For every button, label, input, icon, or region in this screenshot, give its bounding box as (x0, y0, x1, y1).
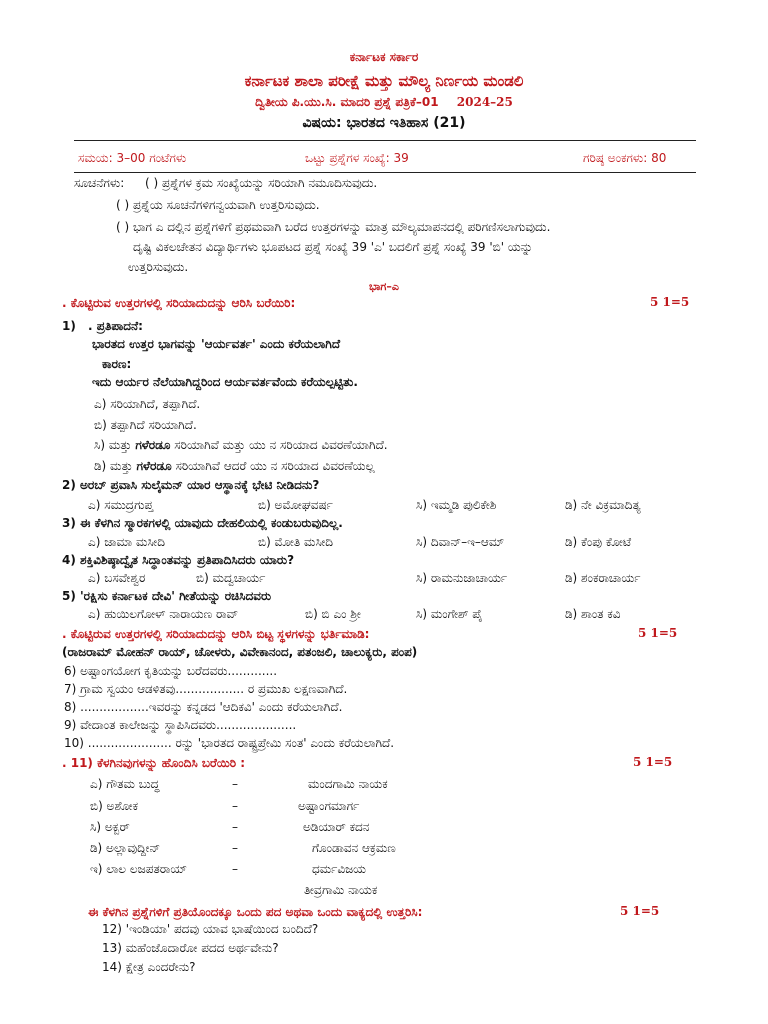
q5-option-a: ಎ) ಹುಯಿಲಗೋಳ್ ನಾರಾಯಣ ರಾವ್ (88, 607, 239, 621)
header-divider (74, 140, 696, 141)
match-right-3: ಅಡಿಯಾರ್ ಕದನ (303, 820, 370, 834)
match-left-e: ಇ) ಲಾಲ ಲಜಪತರಾಯ್ (90, 862, 188, 876)
match-dash: – (232, 862, 238, 876)
match-right-4: ಗೊಂಡಾವನ ಆಕ್ರಮಣ (312, 841, 396, 855)
q2-option-c: ಸಿ) ಇಮ್ಮಡಿ ಪುಲಿಕೇಶಿ (416, 498, 497, 512)
q1-option-a: ಎ) ಸರಿಯಾಗಿದೆ, ತಪ್ಪಾಗಿದೆ. (94, 397, 201, 411)
instruction-2: ( ) ಪ್ರಶ್ನೆಯ ಸೂಚನೆಗಳಿಗನ್ವಯವಾಗಿ ಉತ್ತರಿಸುವುದು. (116, 198, 320, 212)
q5-text: 5) 'ರಕ್ಷಿಸು ಕರ್ನಾಟಕ ದೇವಿ' ಗೀತೆಯನ್ನು ರಚಿಸಿದವರು (62, 589, 272, 603)
q3-option-d: ಡಿ) ಕೆಂಪು ಕೋಟೆ (565, 535, 632, 549)
section-1-marks: 5 1=5 (650, 295, 690, 309)
q1-option-b: ಬಿ) ತಪ್ಪಾಗಿದೆ ಸರಿಯಾಗಿದೆ. (94, 418, 197, 432)
q1-assertion-label: . ಪ್ರತಿಪಾದನೆ: (88, 319, 143, 333)
q8-text: 8) ..................ಇವರನ್ನು ಕನ್ನಡದ 'ಆದಿಕವಿ' ಎಂದು ಕರೆಯಲಾಗಿದೆ. (64, 700, 343, 714)
q13-text: 13) ಮಹೆಂಜೊದಾರೋ ಪದದ ಅರ್ಥವೇನು? (102, 941, 279, 955)
instruction-1: ( ) ಪ್ರಶ್ನೆಗಳ ಕ್ರಮ ಸಂಖ್ಯೆಯನ್ನು ಸರಿಯಾಗಿ ನಮೂದಿಸುವುದು. (145, 176, 378, 190)
q1-option-c-bold: ಗಳೆರಡೂ (135, 438, 171, 452)
q2-option-a: ಎ) ಸಮುದ್ರಗುಪ್ತ (88, 498, 154, 512)
match-right-1: ಮಂದಗಾಮಿ ನಾಯಕ (308, 777, 388, 791)
q3-option-b: ಬಿ) ಮೋತಿ ಮಸೀದಿ (258, 535, 334, 549)
q4-text: 4) ಶಕ್ತಿವಿಶಿಷ್ಠಾದ್ವೈತ ಸಿದ್ಧಾಂತವನ್ನು ಪ್ರತಿಪಾದಿಸಿದರು ಯಾರು? (62, 553, 295, 567)
section-3-heading: . 11) ಕೆಳಗಿನವುಗಳನ್ನು ಹೊಂದಿಸಿ ಬರೆಯಿರಿ : (62, 756, 246, 770)
section-2-heading: . ಕೊಟ್ಟಿರುವ ಉತ್ತರಗಳಲ್ಲಿ ಸರಿಯಾದುದನ್ನು ಆರಿಸಿ ಬಿಟ್ಟ ಸ್ಥಳಗಳನ್ನು ಭರ್ತಿಮಾಡಿ: (62, 627, 370, 641)
instructions-label: ಸೂಚನೆಗಳು: (74, 176, 125, 190)
section-1-heading: . ಕೊಟ್ಟಿರುವ ಉತ್ತರಗಳಲ್ಲಿ ಸರಿಯಾದುದನ್ನು ಆರಿಸಿ ಬರೆಯಿರಿ: (62, 296, 296, 310)
q1-option-d-post: ಸರಿಯಾಗಿವೆ ಆದರೆ ಯು ನ ಸರಿಯಾದ ವಿವರಣೆಯಲ್ಲ (175, 459, 375, 473)
match-left-d: ಡಿ) ಅಲ್ಲಾವುದ್ದೀನ್ (90, 841, 161, 855)
section-3-marks: 5 1=5 (633, 755, 673, 769)
q5-option-c: ಸಿ) ಮಂಗೇಶ್ ಪೈ (416, 607, 483, 621)
section-4-marks: 5 1=5 (620, 904, 660, 918)
q3-option-c: ಸಿ) ದಿವಾನ್–ಇ–ಆಮ್ (416, 535, 505, 549)
section-2-word-bank: (ರಾಜರಾಮ್ ಮೋಹನ್ ರಾಯ್, ಚೋಳರು, ವಿವೇಕಾನಂದ, ಪತಂಜಲಿ, ಚಾಲುಕ್ಯರು, ಪಂಪ) (62, 645, 418, 659)
section-2-marks: 5 1=5 (638, 626, 678, 640)
q4-option-a: ಎ) ಬಸವೇಶ್ವರ (88, 571, 146, 585)
paper-year: 2024–25 (456, 95, 513, 109)
total-questions: ಒಟ್ಟು ಪ್ರಶ್ನೆಗಳ ಸಂಖ್ಯೆ: 39 (305, 151, 409, 165)
q12-text: 12) 'ಇಂಡಿಯಾ' ಪದವು ಯಾವ ಭಾಷೆಯಿಂದ ಬಂದಿದೆ? (102, 922, 319, 936)
paper-title: ದ್ವಿತೀಯ ಪಿ.ಯು.ಸಿ. ಮಾದರಿ ಪ್ರಶ್ನೆ ಪತ್ರಿಕೆ–01 (255, 95, 439, 109)
government-title: ಕರ್ನಾಟಕ ಸರ್ಕಾರ (349, 50, 419, 64)
subject-title: ವಿಷಯ: ಭಾರತದ ಇತಿಹಾಸ (21) (302, 115, 466, 131)
q2-option-b: ಬಿ) ಅಮೋಘವರ್ಷ (258, 498, 333, 512)
match-left-c: ಸಿ) ಅಕ್ಬರ್ (90, 820, 130, 834)
q7-text: 7) ಗ್ರಾಮ ಸ್ವಯಂ ಆಡಳಿತವು.................. ರ ಪ್ರಮುಖ ಲಕ್ಷಣವಾಗಿದೆ. (64, 682, 348, 696)
match-dash: – (232, 820, 238, 834)
q4-option-c: ಸಿ) ರಾಮನುಜಾಚಾರ್ಯ (416, 571, 508, 585)
q4-option-d: ಡಿ) ಶಂಕರಾಚಾರ್ಯ (565, 571, 641, 585)
match-left-a: ಎ) ಗೌತಮ ಬುದ್ಧ (90, 777, 160, 791)
board-title: ಕರ್ನಾಟಕ ಶಾಲಾ ಪರೀಕ್ಷೆ ಮತ್ತು ಮೌಲ್ಯ ನಿರ್ಣಯ ಮಂಡಲಿ (244, 72, 524, 90)
max-marks: ಗರಿಷ್ಠ ಅಂಕಗಳು: 80 (583, 151, 667, 165)
q1-option-d (94, 459, 375, 474)
match-dash: – (232, 777, 238, 791)
instruction-3: ( ) ಭಾಗ ಎ ದಲ್ಲಿನ ಪ್ರಶ್ನೆಗಳಿಗೆ ಪ್ರಥಮವಾಗಿ ಬರೆದ ಉತ್ತರಗಳನ್ನು ಮಾತ್ರ ಮೌಲ್ಯಮಾಪನದಲ್ಲಿ ಪರಿಗಣಿಸಲಾಗುವುದು. (116, 220, 551, 234)
part-a-heading: ಭಾಗ–ಎ (369, 280, 399, 293)
q1-option-c-pre: ಸಿ) ಮತ್ತು (94, 438, 132, 452)
q4-option-b: ಬಿ) ಮದ್ವಚಾರ್ಯ (196, 571, 266, 585)
match-right-2: ಅಷ್ಟಾಂಗಮಾರ್ಗ (298, 799, 360, 813)
match-dash: – (232, 841, 238, 855)
paper-title-line (0, 95, 768, 110)
instruction-4-cont: ಉತ್ತರಿಸುವುದು. (128, 260, 189, 274)
match-left-b: ಬಿ) ಅಶೋಕ (90, 799, 139, 813)
q1-option-d-pre: ಡಿ) ಮತ್ತು (94, 459, 133, 473)
exam-time: ಸಮಯ: 3–00 ಗಂಟೆಗಳು (78, 151, 187, 165)
q1-number: 1) (62, 319, 76, 333)
match-right-5: ಧರ್ಮವಿಜಯ (312, 862, 367, 876)
q1-reason: ಇದು ಆರ್ಯರ ನೆಲೆಯಾಗಿದ್ದರಿಂದ ಆರ್ಯವರ್ತವೆಂದು ಕರೆಯಲ್ಪಟ್ಟಿತು. (92, 375, 358, 389)
meta-divider (74, 172, 696, 173)
match-dash: – (232, 799, 238, 813)
q1-option-c-post: ಸರಿಯಾಗಿವೆ ಮತ್ತು ಯು ನ ಸರಿಯಾದ ವಿವರಣೆಯಾಗಿದೆ. (174, 438, 388, 452)
q1-reason-label: ಕಾರಣ: (102, 357, 132, 371)
q3-option-a: ಎ) ಜಾಮಾ ಮಸೀದಿ (88, 535, 165, 549)
q10-text: 10) ...................... ರನ್ನು 'ಭಾರತದ ರಾಷ್ಟ್ರಪ್ರೇಮಿ ಸಂತ' ಎಂದು ಕರೆಯಲಾಗಿದೆ. (64, 736, 395, 750)
q3-text: 3) ಈ ಕೆಳಗಿನ ಸ್ಮಾರಕಗಳಲ್ಲಿ ಯಾವುದು ದೇಹಲಿಯಲ್ಲಿ ಕಂಡುಬರುವುದಿಲ್ಲ. (62, 516, 343, 530)
q5-option-b: ಬಿ) ಬಿ ಎಂ ಶ್ರೀ (305, 607, 361, 621)
q2-text: 2) ಅರಬ್ ಪ್ರವಾಸಿ ಸುಲೈಮನ್ ಯಾರ ಆಸ್ಥಾನಕ್ಕೆ ಭೇಟಿ ನೀಡಿದನು? (62, 478, 320, 492)
q1-option-c (94, 438, 388, 453)
q1-option-d-bold: ಗಳೆರಡೂ (136, 459, 172, 473)
section-4-heading: ಈ ಕೆಳಗಿನ ಪ್ರಶ್ನೆಗಳಿಗೆ ಪ್ರತಿಯೊಂದಕ್ಕೂ ಒಂದು ಪದ ಅಥವಾ ಒಂದು ವಾಕ್ಯದಲ್ಲಿ ಉತ್ತರಿಸಿ: (88, 905, 423, 919)
q9-text: 9) ವೇದಾಂತ ಕಾಲೇಜನ್ನು ಸ್ಥಾಪಿಸಿದವರು..................... (64, 718, 297, 732)
match-right-extra: ತೀವ್ರಗಾಮಿ ನಾಯಕ (304, 883, 378, 897)
q2-option-d: ಡಿ) ನೇ ವಿಕ್ರಮಾದಿತ್ಯ (565, 498, 641, 512)
q1-assertion: ಭಾರತದ ಉತ್ತರ ಭಾಗವನ್ನು 'ಆರ್ಯವರ್ತ' ಎಂದು ಕರೆಯಲಾಗಿದೆ (92, 337, 341, 351)
q5-option-d: ಡಿ) ಶಾಂತ ಕವಿ (565, 607, 621, 621)
q14-text: 14) ಕ್ಷೇತ್ರ ಎಂದರೇನು? (102, 960, 196, 974)
q6-text: 6) ಅಷ್ಟಾಂಗಯೋಗ ಕೃತಿಯನ್ನು ಬರೆದವರು............. (64, 664, 278, 678)
instruction-4: ದೃಷ್ಟಿ ವಿಕಲಚೇತನ ವಿದ್ಯಾರ್ಥಿಗಳು ಭೂಪಟದ ಪ್ರಶ್ನೆ ಸಂಖ್ಯೆ 39 'ಎ' ಬದಲಿಗೆ ಪ್ರಶ್ನೆ ಸಂಖ್ಯೆ 39 'ಬಿ' ಯನ್ನು (133, 240, 533, 254)
